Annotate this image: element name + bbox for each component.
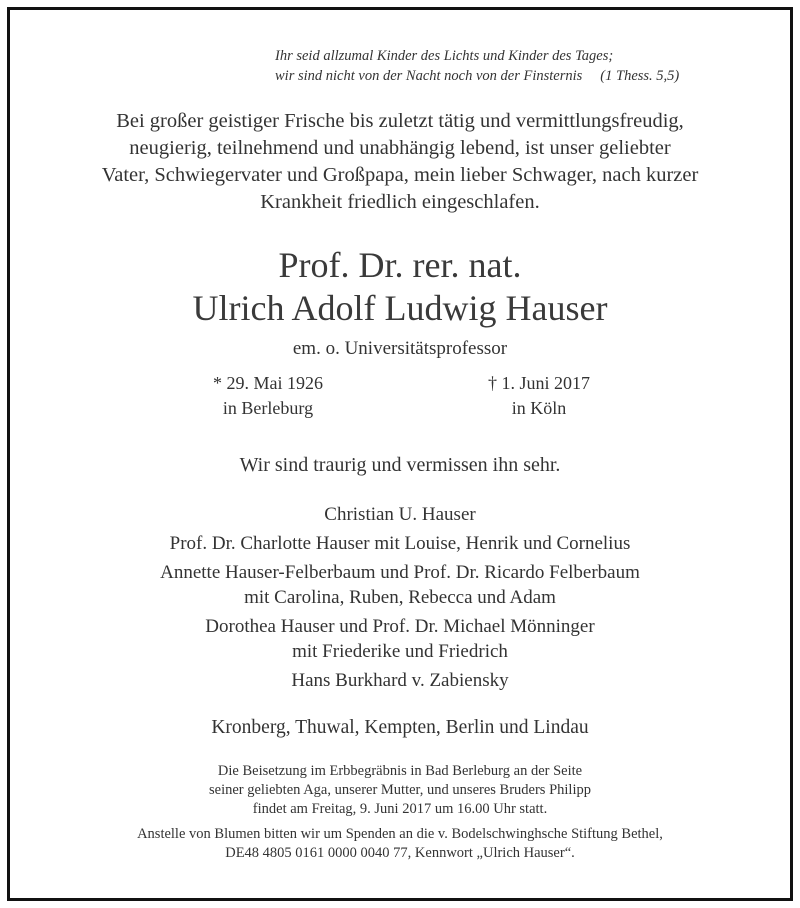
death-date: † 1. Juni 2017 (487, 373, 590, 393)
family-list (40, 502, 760, 697)
family-entry-line: Hans Burkhard v. Zabiensky (291, 670, 509, 691)
intro-paragraph (60, 108, 740, 216)
funeral-notice-line: Die Beisetzung im Erbbegräbnis in Bad Berleburg an der Seite (217, 763, 583, 779)
donation-notice-line: Anstelle von Blumen bitten wir um Spenden an die v. Bodelschwinghsche Stiftung Bethel, (137, 826, 663, 842)
family-entry-line: Annette Hauser-Felberbaum und Prof. Dr. Ricardo Felberbaum (160, 562, 640, 583)
family-entry (40, 614, 760, 664)
bible-verse-reference: (1 Thess. 5,5) (600, 68, 680, 84)
birth-date: * 29. Mai 1926 (213, 373, 323, 393)
family-entry (40, 560, 760, 610)
funeral-notice-line: findet am Freitag, 9. Juni 2017 um 16.00 Uhr statt. (252, 801, 548, 817)
death-info (419, 371, 659, 421)
bible-verse (275, 46, 765, 86)
intro-line: neugierig, teilnehmend und unabhängig lebend, ist unser geliebter (129, 137, 671, 159)
donation-notice (40, 825, 760, 863)
death-place: in Köln (511, 398, 567, 418)
intro-line: Krankheit friedlich eingeschlafen. (260, 191, 540, 213)
funeral-notice-line: seiner geliebten Aga, unserer Mutter, und unseres Bruders Philipp (209, 782, 591, 798)
birth-info (148, 371, 388, 421)
family-entry-line: Dorothea Hauser und Prof. Dr. Michael Mönninger (205, 616, 595, 637)
deceased-academic-title: Prof. Dr. rer. nat. (278, 245, 522, 285)
family-entry-line: Prof. Dr. Charlotte Hauser mit Louise, Henrik und Cornelius (169, 533, 631, 554)
mourning-statement: Wir sind traurig und vermissen ihn sehr. (239, 454, 561, 476)
deceased-full-name: Ulrich Adolf Ludwig Hauser (192, 288, 608, 328)
family-entry (40, 531, 760, 556)
family-locations: Kronberg, Thuwal, Kempten, Berlin und Lindau (211, 717, 589, 738)
intro-line: Vater, Schwiegervater und Großpapa, mein lieber Schwager, nach kurzer (101, 164, 699, 186)
family-entry-line: Christian U. Hauser (324, 504, 476, 525)
donation-notice-line: DE48 4805 0161 0000 0040 77, Kennwort „Ulrich Hauser“. (225, 845, 575, 861)
family-entry-line: mit Carolina, Ruben, Rebecca und Adam (244, 587, 556, 608)
family-entry (40, 668, 760, 693)
family-entry (40, 502, 760, 527)
bible-verse-text: wir sind nicht von der Nacht noch von der Finsternis (275, 68, 583, 84)
intro-line: Bei großer geistiger Frische bis zuletzt tätig und vermittlungsfreudig, (116, 110, 684, 132)
deceased-position: em. o. Universitätsprofessor (292, 338, 508, 359)
bible-verse-line-1: Ihr seid allzumal Kinder des Lichts und Kinder des Tages; (275, 48, 614, 64)
funeral-notice (60, 762, 740, 819)
bible-verse-line-2 (275, 66, 765, 86)
deceased-name-block (40, 244, 760, 330)
family-entry-line: mit Friederike und Friedrich (292, 641, 508, 662)
birth-place: in Berleburg (222, 398, 314, 418)
